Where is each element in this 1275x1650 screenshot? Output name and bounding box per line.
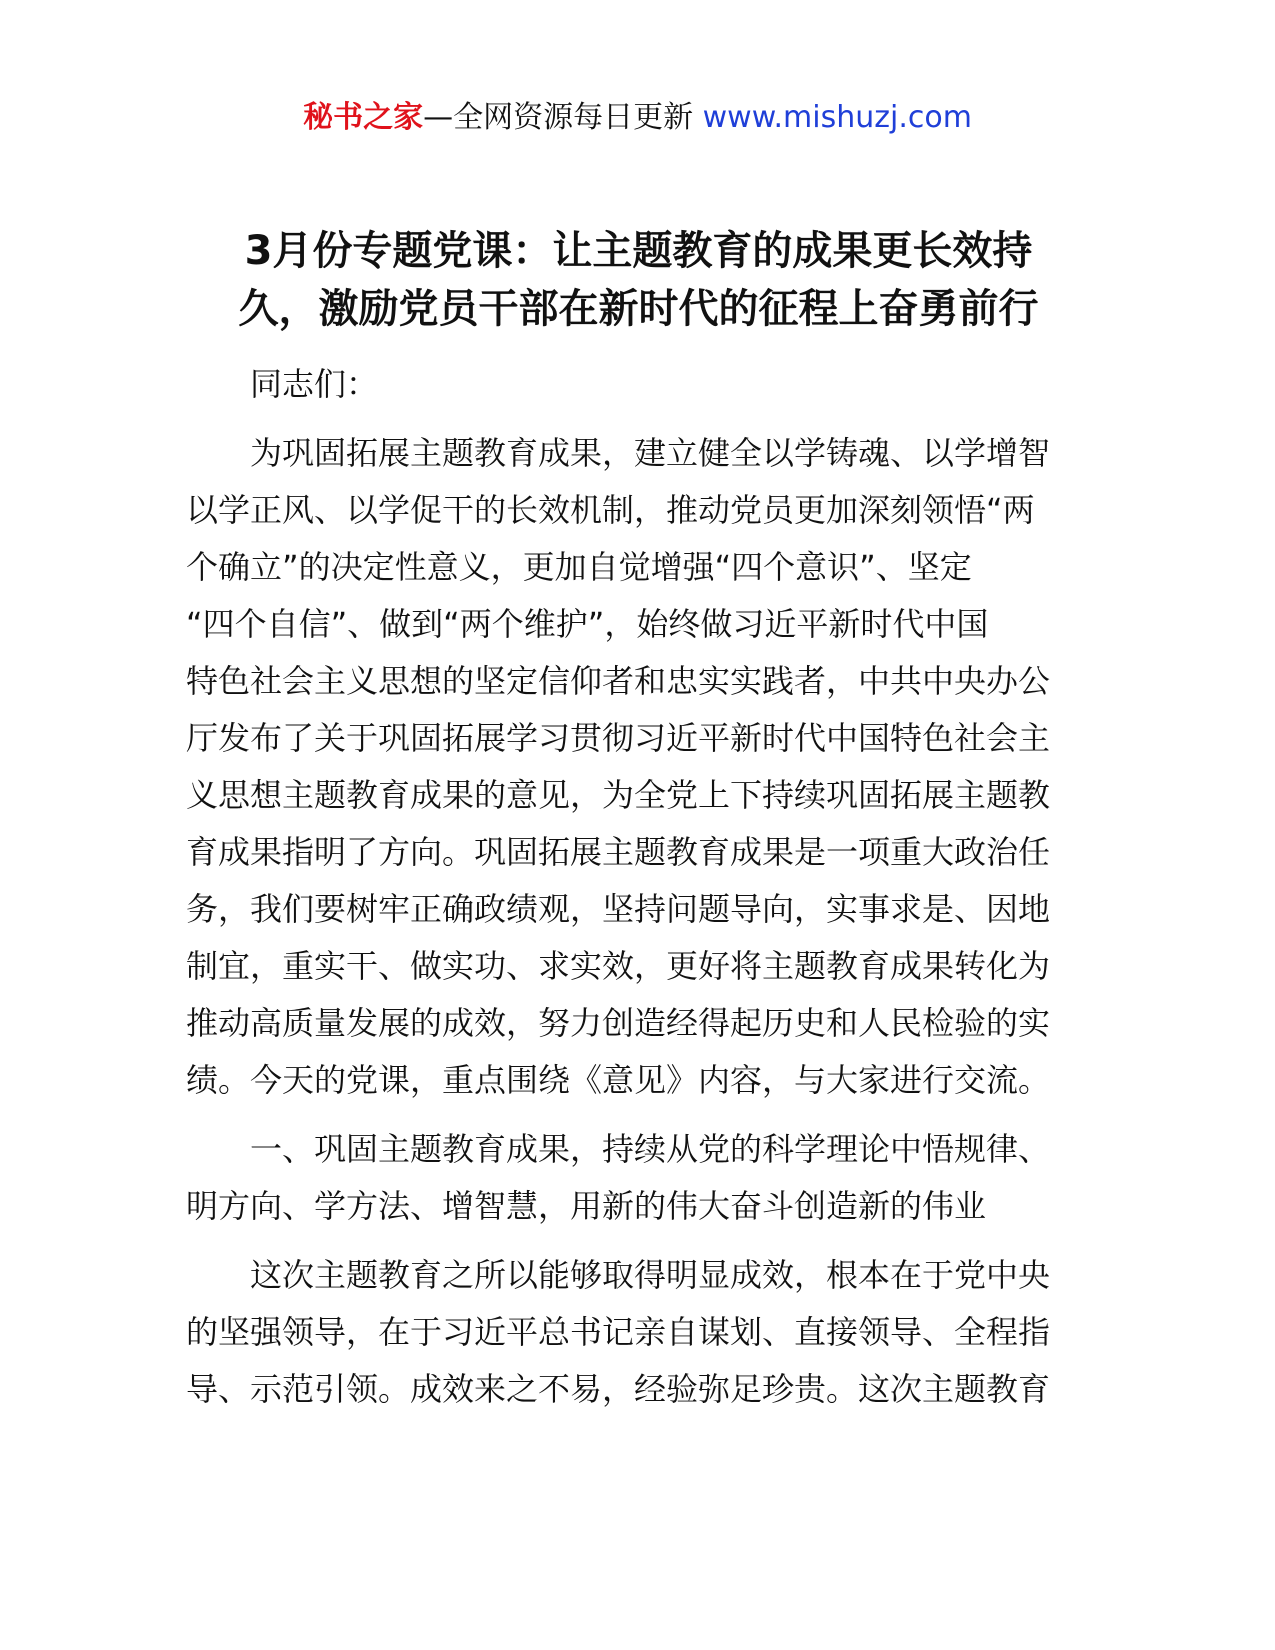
text-line: 导、示范引领。成效来之不易，经验弥足珍贵。这次主题教育 [186,1370,1051,1408]
text-line: “四个自信”、做到“两个维护”，始终做习近平新时代中国 [186,605,989,643]
document-body [186,356,1091,1430]
section-heading-line: 一、巩固主题教育成果，持续从党的科学理论中悟规律、 [250,1130,1051,1168]
text-line: 这次主题教育之所以能够取得明显成效，根本在于党中央 [250,1256,1051,1294]
text-line: 育成果指明了方向。巩固拓展主题教育成果是一项重大政治任 [186,833,1051,871]
brand-name: 秘书之家 [303,100,424,135]
greeting-paragraph [186,356,1091,413]
text-line: 义思想主题教育成果的意见，为全党上下持续巩固拓展主题教 [186,776,1051,814]
text-line: 推动高质量发展的成效，努力创造经得起历史和人民检验的实 [186,1004,1051,1042]
text-line: 以学正风、以学促干的长效机制，推动党员更加深刻领悟“两 [186,491,1035,529]
text-line: 厅发布了关于巩固拓展学习贯彻习近平新时代中国特色社会主 [186,719,1051,757]
text-line: 务，我们要树牢正确政绩观，坚持问题导向，实事求是、因地 [186,890,1051,928]
title-line: 3月份专题党课：让主题教育的成果更长效持 [244,228,1033,274]
intro-paragraph [186,425,1091,1109]
site-url-link[interactable]: www.mishuzj.com [702,100,972,135]
text-line: 制宜，重实干、做实功、求实效，更好将主题教育成果转化为 [186,947,1051,985]
greeting-text: 同志们： [250,365,379,403]
header-tagline: —全网资源每日更新 [423,100,694,135]
site-header [0,96,1275,140]
body-paragraph [186,1247,1091,1418]
text-line: 特色社会主义思想的坚定信仰者和忠实实践者，中共中央办公 [186,662,1051,700]
text-line: 为巩固拓展主题教育成果，建立健全以学铸魂、以学增智 [250,434,1051,472]
document-title [186,222,1091,338]
text-line: 绩。今天的党课，重点围绕《意见》内容，与大家进行交流。 [186,1061,1051,1099]
text-line: 的坚强领导，在于习近平总书记亲自谋划、直接领导、全程指 [186,1313,1051,1351]
section-heading-paragraph [186,1121,1091,1235]
title-line: 久，激励党员干部在新时代的征程上奋勇前行 [238,286,1039,332]
text-line: 个确立”的决定性意义，更加自觉增强“四个意识”、坚定 [186,548,972,586]
section-heading-line: 明方向、学方法、增智慧，用新的伟大奋斗创造新的伟业 [186,1187,987,1225]
